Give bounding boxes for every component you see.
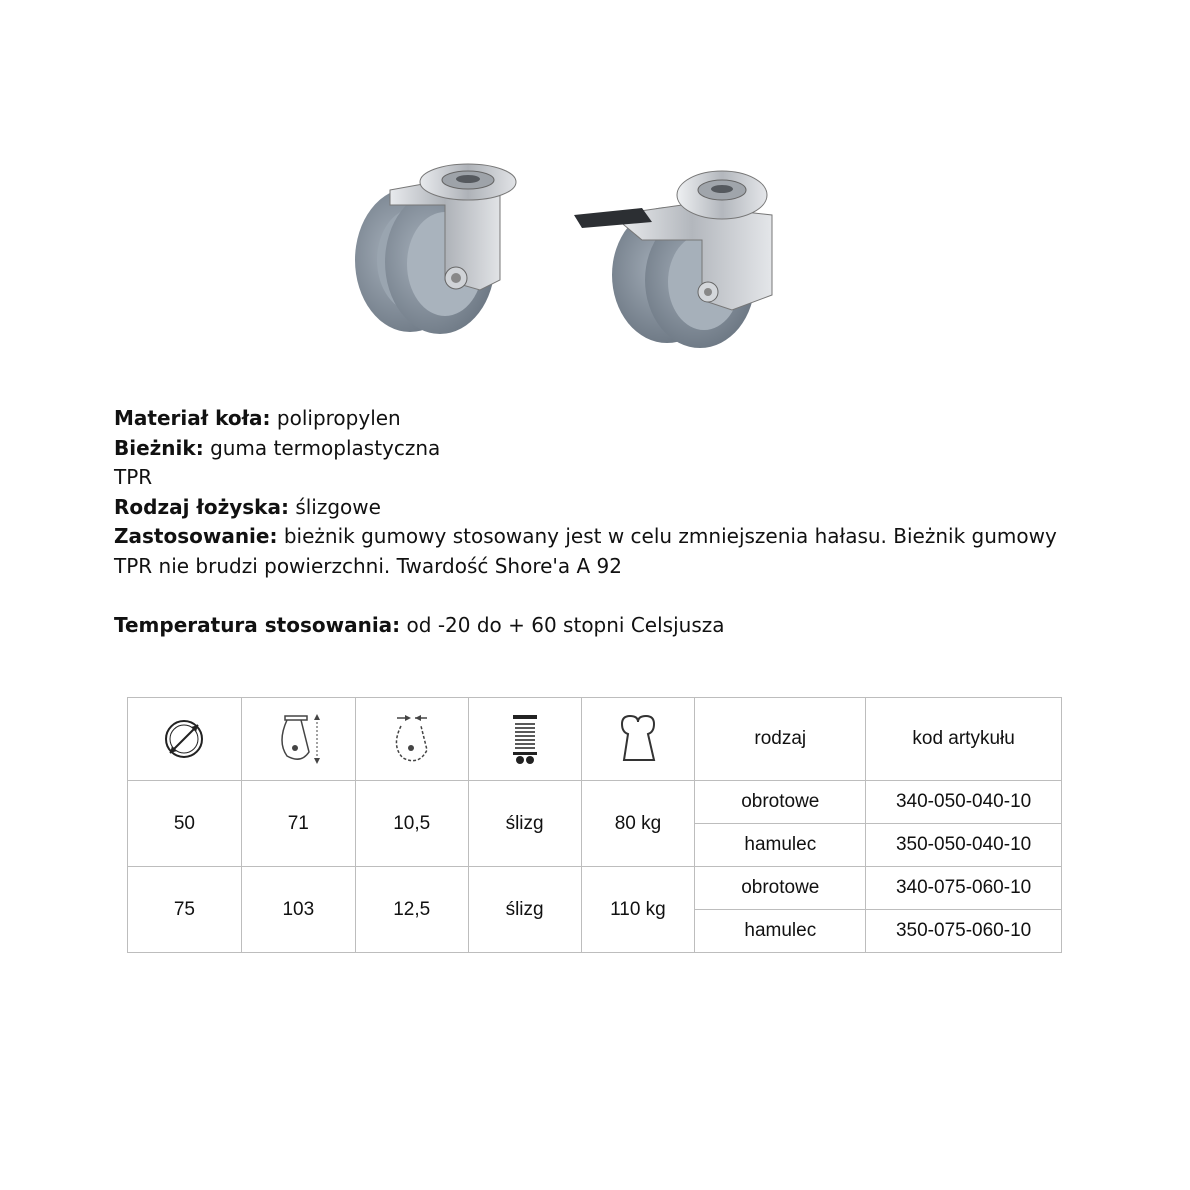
cell-type: hamulec <box>695 824 866 867</box>
cell-offset: 12,5 <box>355 867 468 953</box>
bearing-label: Rodzaj łożyska: <box>114 494 289 519</box>
header-load <box>581 698 695 781</box>
tread-value-2: TPR <box>114 465 153 489</box>
cell-type: obrotowe <box>695 867 866 910</box>
temperature-line <box>114 611 1094 641</box>
table-header-row <box>128 698 1062 781</box>
load-icon <box>614 712 662 766</box>
cell-code: 340-050-040-10 <box>866 781 1062 824</box>
parameters-table <box>127 697 1062 953</box>
caster-brake-icon <box>572 160 802 350</box>
material-value: polipropylen <box>276 406 401 430</box>
diameter-icon <box>162 717 206 761</box>
tread-value: guma termoplastyczna <box>210 435 441 460</box>
cell-bearing: ślizg <box>468 867 581 953</box>
cell-load: 80 kg <box>581 781 695 867</box>
usage-line <box>114 522 1094 581</box>
cell-type: hamulec <box>695 910 866 953</box>
table-row <box>128 867 1062 910</box>
cell-load: 110 kg <box>581 867 695 953</box>
cell-code: 350-075-060-10 <box>866 910 1062 953</box>
specifications <box>114 404 1094 640</box>
tread-label: Bieżnik: <box>114 435 204 460</box>
material-label: Materiał koła: <box>114 406 271 430</box>
product-images <box>340 160 800 360</box>
cell-bearing: ślizg <box>468 781 581 867</box>
cell-diameter: 75 <box>128 867 242 953</box>
usage-value: bieżnik gumowy stosowany jest w celu zmniejszenia hałasu. Bieżnik gumowy TPR nie brudzi powierzchni. Twardość Shore'a A 92 <box>114 524 1057 578</box>
tread-line <box>114 434 1094 464</box>
bearing-line <box>114 493 1094 523</box>
temperature-value: od -20 do + 60 stopni Celsjusza <box>406 612 725 637</box>
header-diameter <box>128 698 242 781</box>
cell-height: 71 <box>241 781 355 867</box>
table-row <box>128 781 1062 824</box>
usage-label: Zastosowanie: <box>114 524 278 548</box>
header-code: kod artykułu <box>866 698 1062 781</box>
cell-code: 350-050-040-10 <box>866 824 1062 867</box>
cell-offset: 10,5 <box>355 781 468 867</box>
bearing-icon <box>510 712 540 766</box>
offset-icon <box>385 712 439 766</box>
header-bearing <box>468 698 581 781</box>
height-icon <box>271 712 325 766</box>
caster-swivel-icon <box>350 160 550 350</box>
material-line <box>114 404 1094 434</box>
bearing-value: ślizgowe <box>295 494 381 519</box>
cell-type: obrotowe <box>695 781 866 824</box>
cell-height: 103 <box>241 867 355 953</box>
cell-diameter: 50 <box>128 781 242 867</box>
header-height <box>241 698 355 781</box>
temperature-label: Temperatura stosowania: <box>114 612 401 637</box>
header-offset <box>355 698 468 781</box>
cell-code: 340-075-060-10 <box>866 867 1062 910</box>
header-type: rodzaj <box>695 698 866 781</box>
